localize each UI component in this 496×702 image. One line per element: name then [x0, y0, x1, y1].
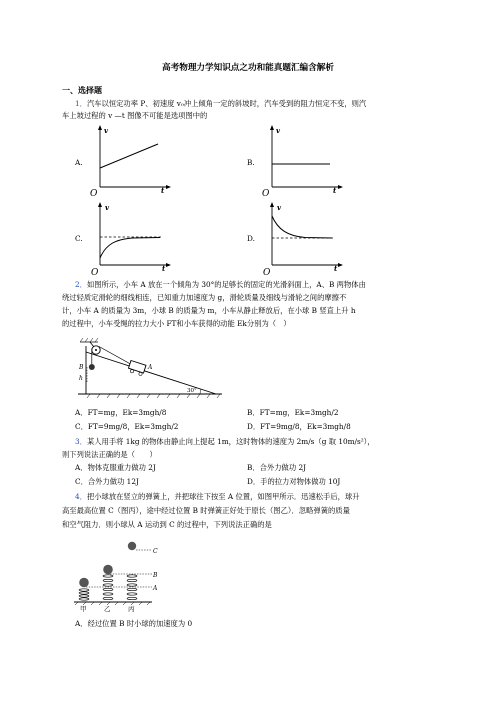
question-1-line-1: 1．汽车以恒定功率 P、初速度 v₀冲上倾角一定的斜坡时，汽车受到的阻力恒定不变，则汽	[75, 99, 367, 108]
q4-fig-c-label: C	[153, 548, 158, 555]
q1-d-v-label: v	[277, 203, 282, 212]
q2-fig-h-label: h	[79, 375, 83, 382]
q4-fig-jia-label: 甲	[80, 605, 87, 613]
q4-spring-figure	[72, 538, 172, 614]
page-title: 高考物理力学知识点之功和能真题汇编含解析	[162, 63, 334, 73]
q1-graph-a	[88, 124, 174, 198]
q1-graph-b	[260, 124, 346, 198]
q2-option-a: A．FT=mg，Ek=3mgh/8	[75, 408, 167, 417]
q2-option-c: C．FT=9mg/8，Ek=3mgh/2	[75, 422, 179, 431]
section-heading: 一、选择题	[62, 86, 102, 95]
q4-fig-b-label: B	[153, 572, 158, 579]
question-1-number: 1．	[75, 99, 87, 108]
question-3-number: 3．	[75, 437, 87, 446]
question-4-line-3: 和空气阻力．则小球从 A 运动到 C 的过程中，下列说法正确的是	[62, 520, 272, 529]
question-3-line-1: 3．某人用手将 1kg 的物体由静止向上提起 1m，这时物体的速度为 2m/s（g 取 10m/s²），	[75, 437, 375, 446]
question-4-number: 4．	[75, 492, 87, 501]
question-4-line-2: 高至最高位置 C（图丙），途中经过位置 B 时弹簧正好处于原长（图乙）．忽略弹簧的质量	[62, 506, 350, 515]
q2-option-d: D．FT=9mg/8，Ek=3mgh/8	[247, 422, 351, 431]
question-2-line-4: 的过程中，小车受绳的拉力大小 FT和小车获得的动能 Ek分别为（ ）	[62, 319, 291, 328]
q1-d-origin-label: O	[263, 268, 271, 278]
q1-option-a-label: A.	[75, 158, 83, 167]
question-1-line-2: 车上坡过程的 v —t 图像不可能是选项图中的	[62, 111, 208, 120]
q1-b-origin-label: O	[262, 189, 270, 199]
q3-option-c: C．合外力做功 12J	[75, 477, 139, 486]
q4-fig-yi-label: 乙	[104, 605, 111, 613]
q1-c-v-label: v	[105, 203, 110, 212]
q1-b-t-label: t	[333, 186, 337, 195]
q1-option-b-label: B.	[247, 158, 255, 167]
q1-a-v-label: v	[104, 126, 109, 135]
question-2-line-1: 2．如图所示，小车 A 放在一个倾角为 30°的足够长的固定的光滑斜面上，A、B 两物体由	[75, 280, 366, 289]
q1-graph-d	[260, 200, 346, 276]
question-2-line-2: 绕过轻质定滑轮的细线相连，已知重力加速度为 g，滑轮质量及细线与滑轮之间的摩擦不	[62, 293, 347, 302]
q1-option-c-label: C.	[75, 234, 83, 243]
question-2-line-3: 计，小车 A 的质量为 3m，小球 B 的质量为 m，小车从静止释放后，在小球 B 竖直上升 h	[62, 306, 356, 315]
q4-fig-a-label: A	[153, 585, 158, 592]
question-2-number: 2．	[75, 280, 87, 289]
q1-a-origin-label: O	[90, 189, 98, 199]
q1-d-t-label: t	[334, 264, 338, 273]
q3-option-b: B．合外力做功 2J	[247, 463, 307, 472]
q2-incline-figure	[76, 336, 226, 400]
q2-fig-a-label: A	[148, 364, 153, 371]
q2-fig-angle-label: 30°	[187, 388, 197, 394]
q1-c-t-label: t	[162, 264, 166, 273]
q1-a-t-label: t	[161, 186, 165, 195]
q1-graph-c	[88, 200, 174, 276]
q2-fig-b-label: B	[79, 364, 84, 371]
q2-option-b: B．FT=mg，Ek=3mgh/2	[247, 408, 339, 417]
q4-option-a: A．经过位置 B 时小球的加速度为 0	[75, 619, 193, 628]
q3-option-a: A．物体克服重力做功 2J	[75, 463, 156, 472]
q1-b-v-label: v	[276, 126, 281, 135]
q4-fig-bing-label: 丙	[128, 605, 135, 613]
q1-c-origin-label: O	[91, 268, 99, 278]
q1-option-d-label: D.	[247, 234, 255, 243]
question-4-line-1: 4．把小球放在竖立的弹簧上，并把球往下按至 A 位置，如图甲所示．迅速松手后，球升	[75, 492, 360, 501]
q3-option-d: D．手的拉力对物体做功 10J	[247, 477, 341, 486]
question-3-line-2: 则下列说法正确的是（ ）	[62, 450, 157, 459]
